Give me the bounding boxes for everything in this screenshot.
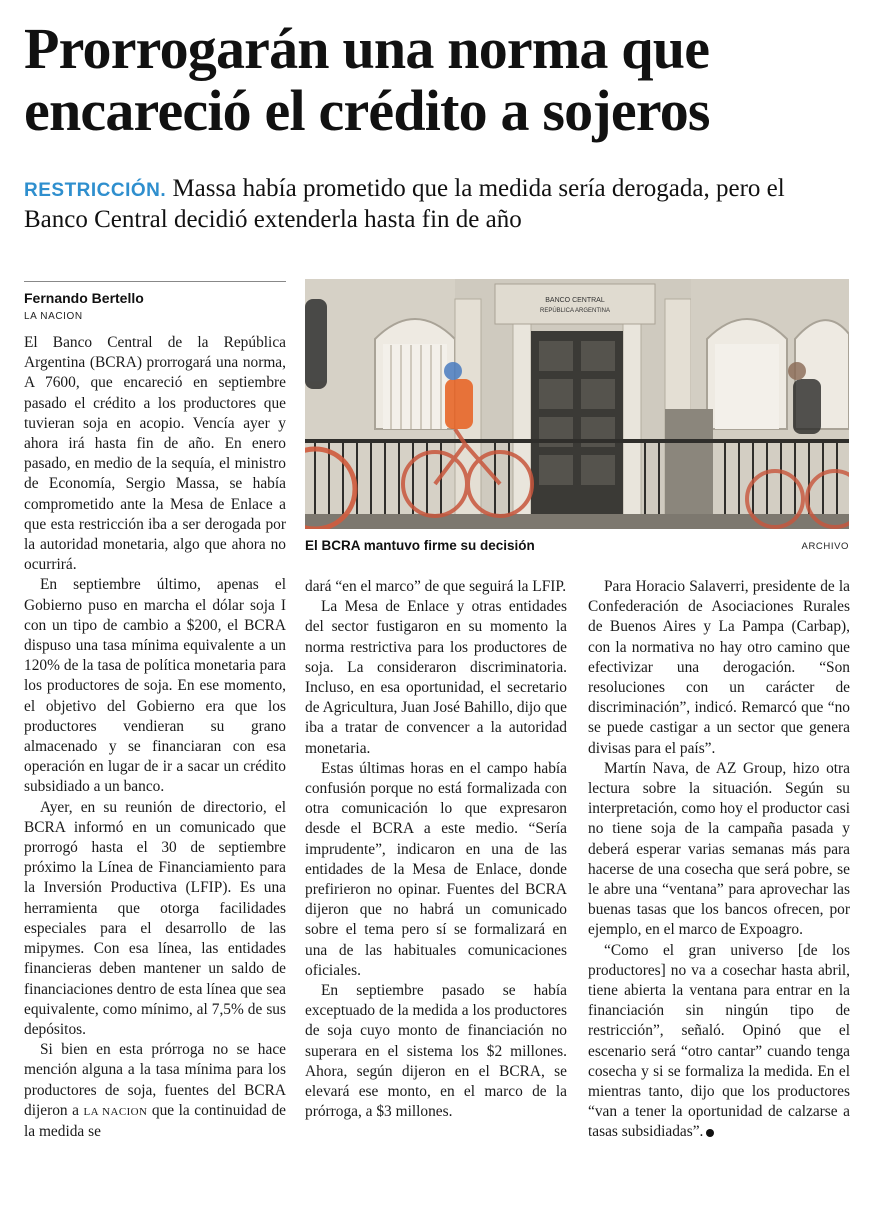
- paragraph-text: Si bien en esta prórroga no se hace mención alguna a la tasa mínima para los productores de soja, fuentes del BCRA dijeron a: [24, 1041, 286, 1119]
- body-column-1: [24, 333, 286, 1142]
- photo-caption-row: [305, 538, 849, 556]
- byline-outlet: LA NACION: [24, 311, 83, 322]
- headline-line-2: encareció el crédito a sojeros: [24, 78, 710, 143]
- byline-author: Fernando Bertello: [24, 290, 144, 306]
- paragraph: Para Horacio Salaverri, presidente de la Confederación de Asociaciones Rurales de Buenos Aires y La Pampa (Carbap), con la normativa no hay otro camino que efectivizar una derogación. “Son resoluciones con un carácter de discriminación”, indicó. Remarcó que “no se puede castigar a un sector que genera divisas para el país”.: [588, 578, 850, 757]
- paragraph: dará “en el marco” de que seguirá la LFIP.: [305, 578, 567, 595]
- deck-kicker: RESTRICCIÓN.: [24, 180, 167, 201]
- paragraph: [24, 1040, 286, 1142]
- paragraph: En septiembre último, apenas el Gobierno puso en marcha el dólar soja I con un tipo de cambio a $200, el BCRA dispuso una tasa mínima equivalente a un 120% de la tasa de política monetaria para los productores de soja. En ese momento, el objetivo del Gobierno era que los productores vendieran su grano almacenado y se financiaran con esa operación en lugar de ir a sacar un crédito subsidiado a un banco.: [24, 576, 286, 796]
- svg-text:REPÚBLICA ARGENTINA: REPÚBLICA ARGENTINA: [539, 308, 611, 314]
- paragraph: [588, 941, 850, 1143]
- outlet-name-inline: LA NACION: [83, 1105, 148, 1118]
- photo-caption: El BCRA mantuvo firme su decisión: [305, 538, 535, 553]
- photo-credit: ARCHIVO: [801, 541, 849, 552]
- paragraph: Estas últimas horas en el campo había confusión porque no está formalizada con otra comunicación lo que expresaron desde el BCRA a este medio. “Sería imprudente”, indicaron en una de las entidades de la Mesa de Enlace, donde prefirieron no opinar. Fuentes del BCRA dijeron que no habrá un comunicado sobre el tema pero sí se formalizará en una de las habituales comunicaciones oficiales.: [305, 759, 567, 979]
- photo-bcra-facade: [305, 279, 849, 529]
- body-column-2: [305, 577, 567, 1122]
- body-column-3: [588, 577, 850, 1143]
- svg-text:BANCO CENTRAL: BANCO CENTRAL: [545, 297, 605, 304]
- paragraph: Martín Nava, de AZ Group, hizo otra lectura sobre la situación. Según su interpretación, como hoy el productor casi no tiene soja de la campaña pasada y deberá esperar varias semanas más para hacerse de una cosecha que será pobre, se le abre una “ventana” para aprovechar las buenas tasas que los bancos ofrecen, por ejemplo, en el marco de Expoagro.: [588, 759, 850, 939]
- headline-line-1: Prorrogarán una norma que: [24, 16, 710, 81]
- paragraph: En septiembre pasado se había exceptuado de la medida a los productores de soja cuyo monto de financiación no superara en el sistema los $2 millones. Ahora, según dijeron en el BCRA, se elevará ese monto, en el marco de la prórroga, a $3 millones.: [305, 982, 567, 1121]
- paragraph-text: “Como el gran universo [de los productores] no va a cosechar hasta abril, tiene abierta la ventana para entrar en la financiación sin ningún tipo de restricción”, señaló. Opinó que el escenario será “otro cantar” cuando tenga cosecha y si se formaliza la medida. En el mientras tanto, dijo que los productores “van a tener la oportunidad de calzarse a tasas subsidiadas”.: [588, 941, 850, 1141]
- paragraph: La Mesa de Enlace y otras entidades del sector fustigaron en su momento la norma restrictiva para los productores de soja. La consideraron discriminatoria. Incluso, en esa oportunidad, el secretario de Agricultura, Juan José Bahillo, dijo que iba a tratar de convencer a la autoridad monetaria.: [305, 598, 567, 757]
- paragraph: El Banco Central de la República Argentina (BCRA) prorrogará una norma, A 7600, que encareció en septiembre pasado el crédito a los productores que tuvieran soja en acopio. Vencía ayer y ahora irá hasta fin de año. En enero pasado, en medio de la sequía, el ministro de Economía, Sergio Massa, se había comprometido ante la Mesa de Enlace a que esta restricción iba a ser derogada por la autoridad monetaria, algo que ahora no ocurrirá.: [24, 334, 286, 574]
- photo-illustration: [305, 279, 849, 529]
- headline: [24, 18, 854, 142]
- byline-rule: [24, 281, 286, 282]
- deck-text: Massa había prometido que la medida sería derogada, pero el Banco Central decidió extenderla hasta fin de año: [24, 175, 785, 233]
- deck: [24, 174, 854, 234]
- paragraph: Ayer, en su reunión de directorio, el BCRA informó en un comunicado que prorrogó hasta el 30 de septiembre próximo la Línea de Financiamiento para la Inversión Productiva (LFIP). Es una herramienta que otorga facilidades especiales para el desarrollo de las mipymes. Con esa línea, las entidades financieras deben mantener un saldo de financiaciones dentro de esta línea que sea equivalente, como mínimo, al 7,5% de sus depósitos.: [24, 798, 286, 1038]
- end-of-article-mark: [706, 1129, 714, 1137]
- paragraph-text: que la continuidad de la medida se: [24, 1101, 286, 1140]
